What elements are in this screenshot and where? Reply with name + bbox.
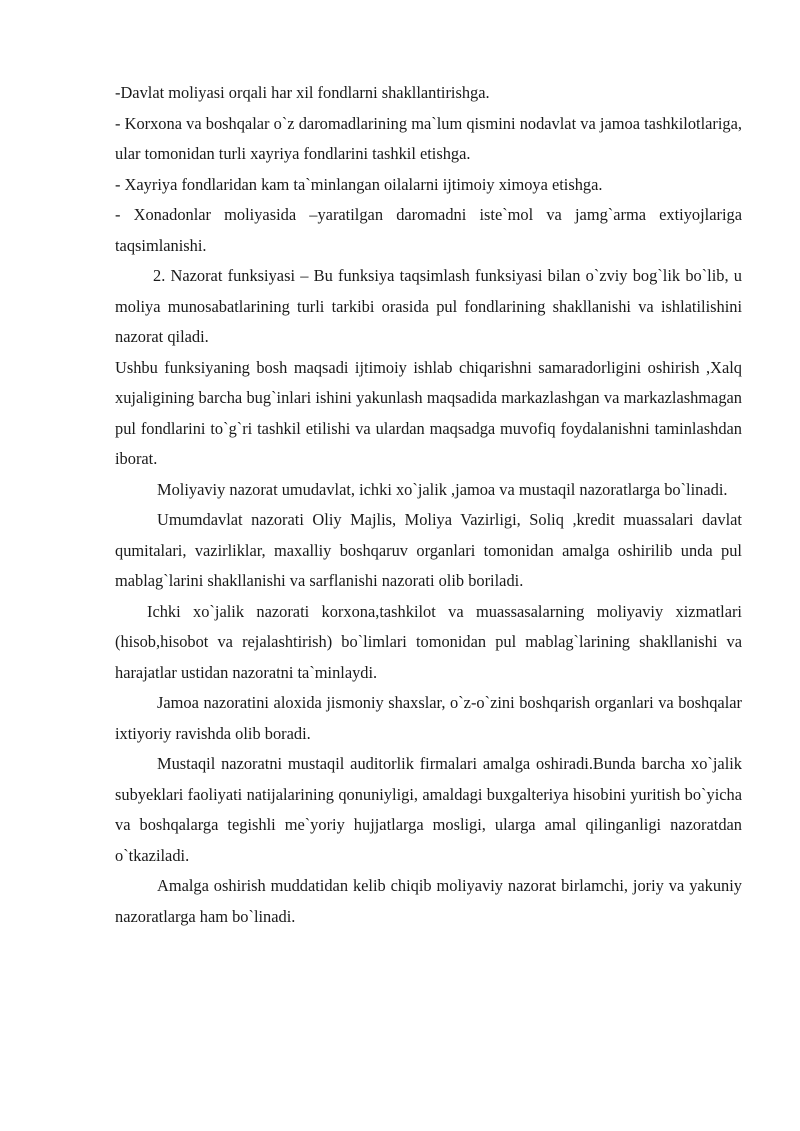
paragraph-collective-control: Jamoa nazoratini aloxida jismoniy shaxslar, o`z-o`zini boshqarish organlari va boshqalar ixtiyoriy ravishda olib boradi. xyxy=(115,693,742,743)
paragraph-list-item-3: - Xayriya fondlaridan kam ta`minlangan oilalarni ijtimoiy ximoya etishga. xyxy=(115,174,603,194)
paragraph-independent-control: Mustaqil nazoratni mustaqil auditorlik firmalari amalga oshiradi.Bunda barcha xo`jalik subyeklari faoliyati natijalarining qonuniyligi, amaldagi buxgalteriya hisobini yuritish bo`yicha va boshqalarga tegishli me`yoriy hujjatlarga mosligi, ularga amal qilinganligi nazoratdan o`tkaziladi. xyxy=(115,754,742,865)
paragraph-main-purpose: Ushbu funksiyaning bosh maqsadi ijtimoiy ishlab chiqarishni samaradorligini oshirish ,Xalq xujaligining barcha bug`inlari ishini yakunlash maqsadida markazlashgan va markazlashmagan pul fondlarini to`g`ri tashkil etilishi va ulardan maqsadga muvofiq foydalanishni taminlashdan iborat. xyxy=(115,357,742,468)
paragraph-control-function: 2. Nazorat funksiyasi – Bu funksiya taqsimlash funksiyasi bilan o`zviy bog`lik bo`lib, u moliya munosabatlarining turli tarkibi orasida pul fondlarining shakllanishi va ishlatilishini nazorat qiladi. xyxy=(115,266,742,346)
paragraph-control-types: Moliyaviy nazorat umudavlat, ichki xo`jalik ,jamoa va mustaqil nazoratlarga bo`linadi. xyxy=(157,479,728,499)
document-page xyxy=(115,78,742,932)
paragraph-control-stages: Amalga oshirish muddatidan kelib chiqib moliyaviy nazorat birlamchi, joriy va yakuniy nazoratlarga ham bo`linadi. xyxy=(115,876,742,926)
paragraph-internal-control: Ichki xo`jalik nazorati korxona,tashkilot va muassasalarning moliyaviy xizmatlari (hisob,hisobot va rejalashtirish) bo`limlari tomonidan pul mablag`larining shakllanishi va harajatlar ustidan nazoratni ta`minlaydi. xyxy=(115,601,742,682)
paragraph-list-item-4: - Xonadonlar moliyasida –yaratilgan daromadni iste`mol va jamg`arma extiyojlariga taqsimlanishi. xyxy=(115,205,742,255)
paragraph-list-item-2: - Korxona va boshqalar o`z daromadlarining ma`lum qismini nodavlat va jamoa tashkilotlariga, ular tomonidan turli xayriya fondlarini tashkil etishga. xyxy=(115,113,742,163)
paragraph-state-control: Umumdavlat nazorati Oliy Majlis, Moliya Vazirligi, Soliq ,kredit muassalari davlat qumitalari, vazirliklar, maxalliy boshqaruv organlari tomonidan amalga oshirilib unda pul mablag`larini shakllanishi va sarflanishi nazorati olib boriladi. xyxy=(115,510,742,590)
paragraph-list-item-1: -Davlat moliyasi orqali har xil fondlarni shakllantirishga. xyxy=(115,83,490,102)
